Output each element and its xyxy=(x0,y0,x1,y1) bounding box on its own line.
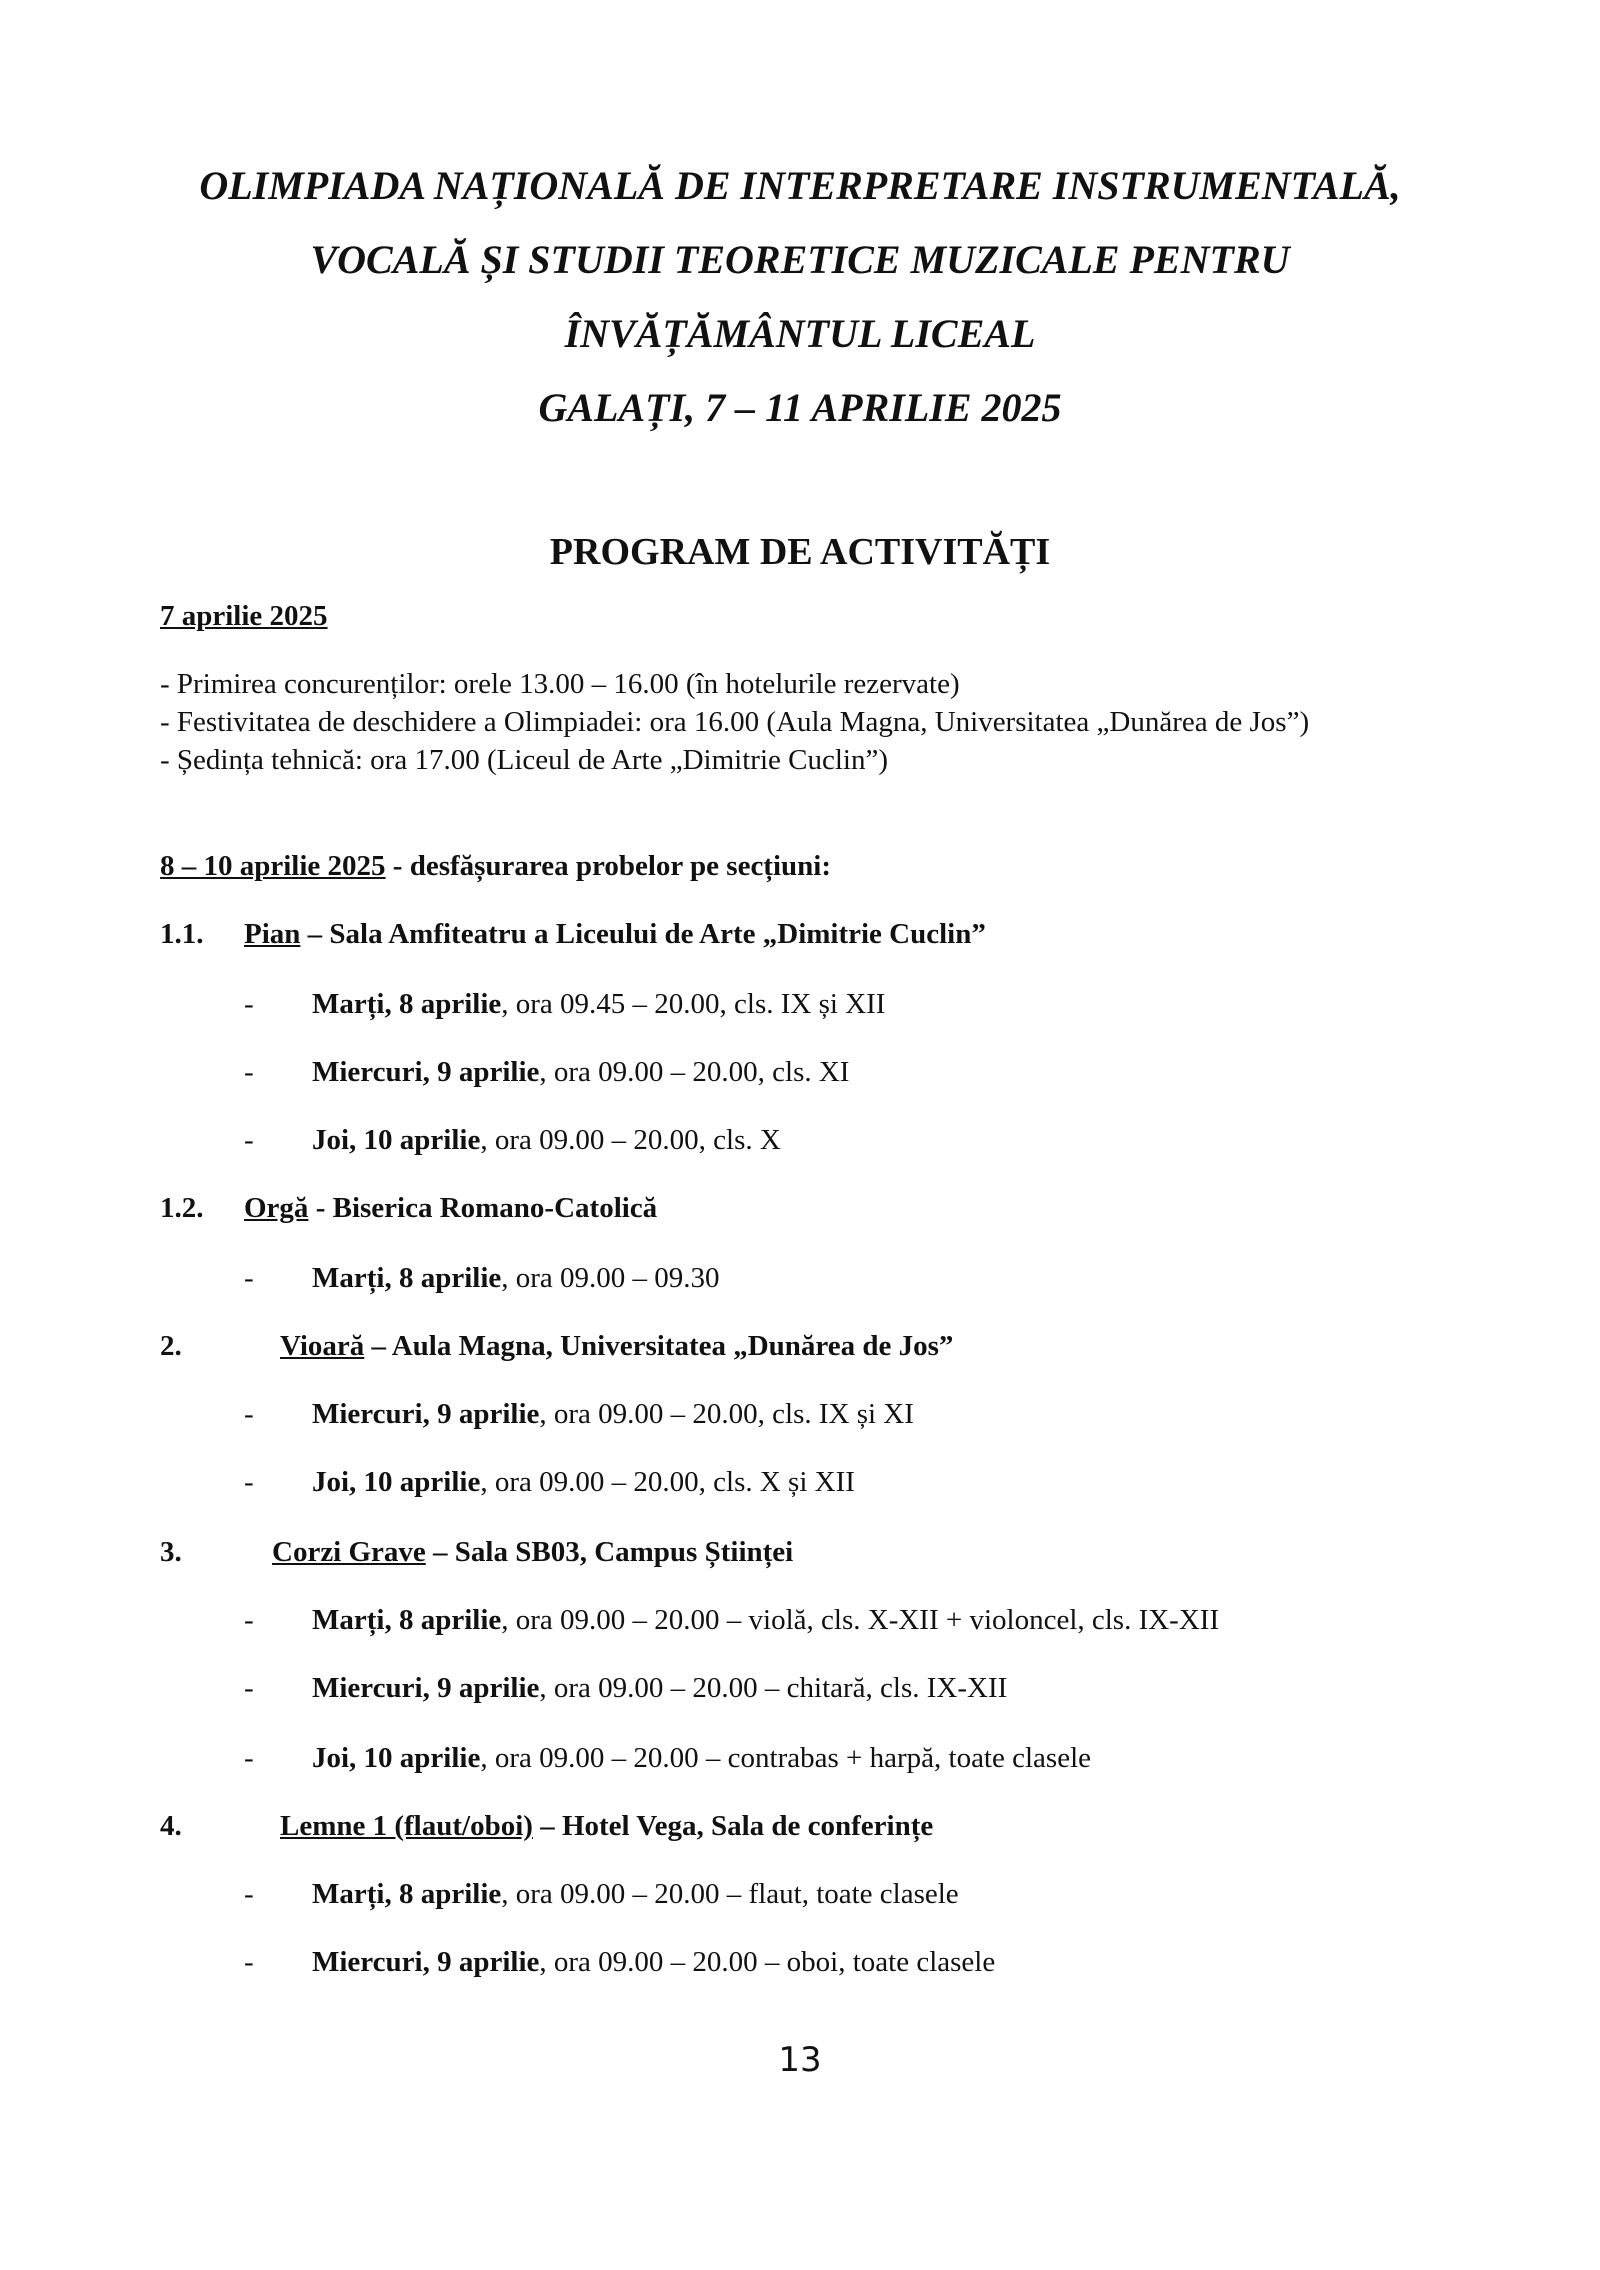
section-title xyxy=(280,1330,953,1363)
schedule-entry xyxy=(312,1946,995,1979)
days-range-date: 8 – 10 aprilie 2025 xyxy=(160,850,386,882)
day1-item-1: - Primirea concurenților: orele 13.00 – 16.00 (în hotelurile rezervate) xyxy=(160,668,960,700)
bullet-dash: - xyxy=(244,1742,254,1774)
entry-day: Marți, 8 aprilie xyxy=(312,1878,502,1910)
section-number: 2. xyxy=(160,1330,182,1362)
entry-day: Joi, 10 aprilie xyxy=(312,1124,481,1156)
schedule-entry xyxy=(312,1466,855,1499)
bullet-dash: - xyxy=(244,988,254,1020)
day1-date: 7 aprilie 2025 xyxy=(160,600,328,632)
entry-day: Miercuri, 9 aprilie xyxy=(312,1398,540,1430)
entry-detail: , ora 09.00 – 09.30 xyxy=(501,1262,720,1294)
section-location: – Hotel Vega, Sala de conferințe xyxy=(532,1810,934,1842)
entry-day: Marți, 8 aprilie xyxy=(312,988,502,1020)
entry-detail: , ora 09.00 – 20.00, cls. X xyxy=(480,1124,781,1156)
bullet-dash: - xyxy=(244,1398,254,1430)
schedule-entry xyxy=(312,988,885,1021)
title-line-2: VOCALĂ ȘI STUDII TEORETICE MUZICALE PENTRU xyxy=(310,237,1290,282)
schedule-entry xyxy=(312,1262,720,1295)
title-line-3: ÎNVĂȚĂMÂNTUL LICEAL xyxy=(564,311,1036,356)
schedule-entry xyxy=(312,1604,1219,1637)
entry-day: Marți, 8 aprilie xyxy=(312,1604,502,1636)
entry-detail: , ora 09.00 – 20.00, cls. IX și XI xyxy=(539,1398,914,1430)
schedule-entry xyxy=(312,1056,849,1089)
bullet-dash: - xyxy=(244,1946,254,1978)
program-heading: PROGRAM DE ACTIVITĂȚI xyxy=(549,531,1051,573)
entry-detail: , ora 09.00 – 20.00, cls. XI xyxy=(539,1056,850,1088)
section-title xyxy=(272,1536,793,1569)
section-name: Orgă xyxy=(244,1192,309,1224)
title-line-1: OLIMPIADA NAȚIONALĂ DE INTERPRETARE INSTRUMENTALĂ, xyxy=(199,163,1401,208)
section-number: 1.1. xyxy=(160,918,204,950)
bullet-dash: - xyxy=(244,1878,254,1910)
section-location: – Sala Amfiteatru a Liceului de Arte „Dimitrie Cuclin” xyxy=(300,918,986,950)
section-location: - Biserica Romano-Catolică xyxy=(308,1192,658,1224)
entry-detail: , ora 09.00 – 20.00 – chitară, cls. IX-XII xyxy=(539,1672,1008,1704)
entry-detail: , ora 09.00 – 20.00 – contrabas + harpă, toate clasele xyxy=(480,1742,1092,1774)
title-line-4: GALAȚI, 7 – 11 APRILIE 2025 xyxy=(538,385,1062,430)
days-range-line xyxy=(160,850,831,883)
entry-day: Joi, 10 aprilie xyxy=(312,1466,481,1498)
bullet-dash: - xyxy=(244,1604,254,1636)
bullet-dash: - xyxy=(244,1124,254,1156)
days-range-desc: - desfășurarea probelor pe secțiuni: xyxy=(385,850,831,882)
entry-day: Miercuri, 9 aprilie xyxy=(312,1946,540,1978)
entry-detail: , ora 09.00 – 20.00, cls. X și XII xyxy=(480,1466,855,1498)
entry-detail: , ora 09.00 – 20.00 – flaut, toate clasele xyxy=(501,1878,959,1910)
bullet-dash: - xyxy=(244,1056,254,1088)
bullet-dash: - xyxy=(244,1262,254,1294)
day1-item-2: - Festivitatea de deschidere a Olimpiadei: ora 16.00 (Aula Magna, Universitatea „Dunărea de Jos”) xyxy=(160,706,1310,738)
section-title xyxy=(244,918,986,951)
schedule-entry xyxy=(312,1672,1007,1705)
schedule-entry xyxy=(312,1124,781,1157)
section-name: Corzi Grave xyxy=(272,1536,426,1568)
section-number: 1.2. xyxy=(160,1192,204,1224)
page-number: 13 xyxy=(778,2040,822,2080)
entry-day: Marți, 8 aprilie xyxy=(312,1262,502,1294)
bullet-dash: - xyxy=(244,1672,254,1704)
entry-day: Miercuri, 9 aprilie xyxy=(312,1056,540,1088)
section-name: Pian xyxy=(244,918,301,950)
section-title xyxy=(280,1810,933,1843)
schedule-entry xyxy=(312,1742,1091,1775)
bullet-dash: - xyxy=(244,1466,254,1498)
section-location: – Sala SB03, Campus Științei xyxy=(425,1536,794,1568)
entry-detail: , ora 09.00 – 20.00 – oboi, toate clasele xyxy=(539,1946,996,1978)
section-name: Vioară xyxy=(280,1330,365,1362)
day1-item-3: - Ședința tehnică: ora 17.00 (Liceul de Arte „Dimitrie Cuclin”) xyxy=(160,744,888,776)
entry-detail: , ora 09.45 – 20.00, cls. IX și XII xyxy=(501,988,886,1020)
schedule-entry xyxy=(312,1398,914,1431)
section-number: 3. xyxy=(160,1536,182,1568)
section-name: Lemne 1 (flaut/oboi) xyxy=(280,1810,533,1842)
schedule-entry xyxy=(312,1878,959,1911)
entry-day: Joi, 10 aprilie xyxy=(312,1742,481,1774)
section-number: 4. xyxy=(160,1810,182,1842)
section-title xyxy=(244,1192,657,1225)
entry-day: Miercuri, 9 aprilie xyxy=(312,1672,540,1704)
entry-detail: , ora 09.00 – 20.00 – violă, cls. X-XII + violoncel, cls. IX-XII xyxy=(501,1604,1220,1636)
section-location: – Aula Magna, Universitatea „Dunărea de Jos” xyxy=(364,1330,954,1362)
